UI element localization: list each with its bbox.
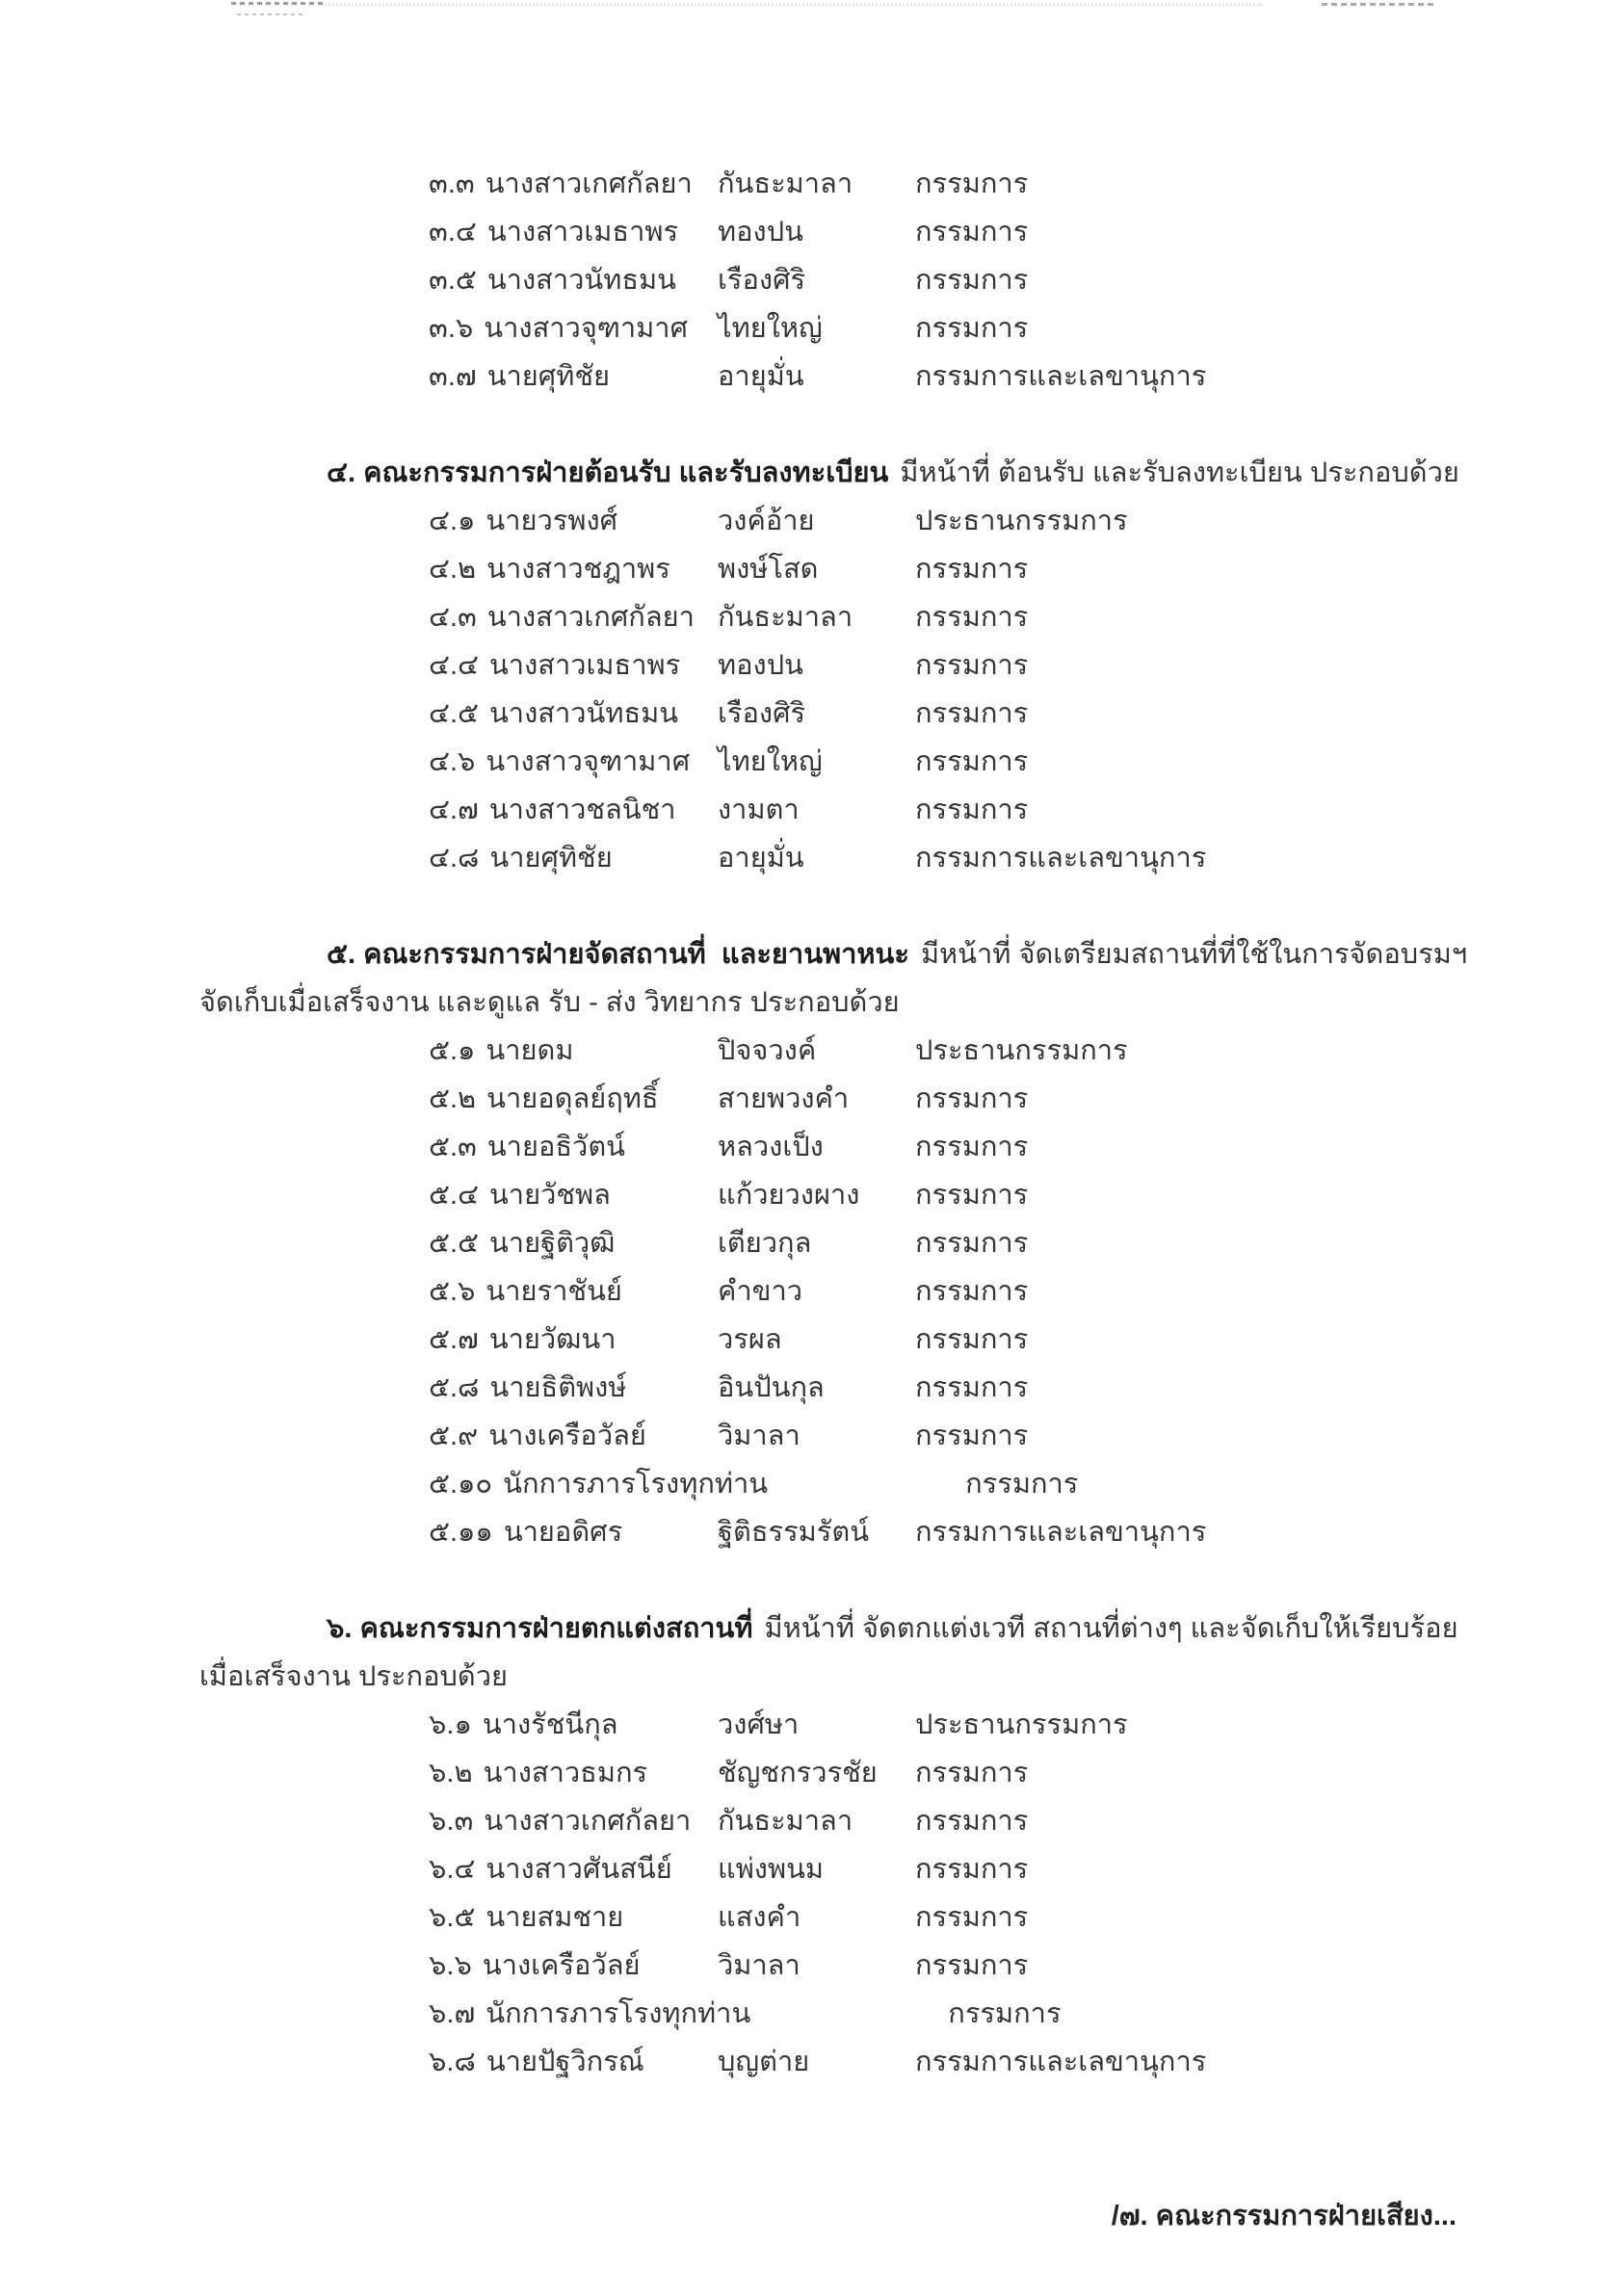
member-role: กรรมการ: [915, 169, 1029, 199]
member-name-cell: [429, 1027, 718, 1075]
member-name-cell: [429, 1701, 718, 1749]
member-name-cell: [429, 497, 718, 545]
member-name-cell: [429, 1219, 718, 1267]
member-number: ๕.๘: [429, 1372, 480, 1403]
section-heading: [199, 449, 1457, 497]
member-row: [429, 593, 1457, 641]
section-title: ๔. คณะกรรมการฝ่ายต้อนรับ และรับลงทะเบียน: [327, 457, 889, 488]
member-role: กรรมการ: [915, 1421, 1029, 1451]
member-surname: ทองปน: [718, 650, 803, 681]
member-row: [429, 1075, 1457, 1123]
member-role: กรรมการ: [915, 650, 1029, 681]
member-role: กรรมการ: [915, 217, 1029, 248]
member-row: [429, 1460, 1457, 1508]
member-number: ๖.๑: [429, 1709, 472, 1740]
member-given-name: นายวัชพล: [488, 1180, 611, 1211]
member-surname: ปิจจวงค์: [718, 1035, 817, 1066]
member-row: [429, 641, 1457, 690]
member-role: กรรมการ: [915, 795, 1029, 825]
member-number: ๔.๓: [429, 602, 477, 633]
member-number: ๔.๒: [429, 554, 477, 585]
member-given-name: นักการภารโรงทุกท่าน: [486, 1998, 751, 2029]
member-given-name: นายอธิวัตน์: [486, 1132, 626, 1162]
member-number: ๖.๔: [429, 1854, 476, 1885]
member-number: ๕.๙: [429, 1421, 479, 1451]
member-role: กรรมการ: [965, 1469, 1079, 1500]
member-surname: ไทยใหญ่: [718, 746, 823, 777]
member-surname: วิมาลา: [718, 1421, 800, 1451]
member-row: [429, 834, 1457, 882]
member-role: กรรมการ: [915, 1854, 1029, 1885]
member-row: [429, 1893, 1457, 1942]
section-title: ๖. คณะกรรมการฝ่ายตกแต่งสถานที่: [327, 1613, 753, 1644]
section-heading-line2: จัดเก็บเมื่อเสร็จงาน และดูแล รับ - ส่ง วิทยากร ประกอบด้วย: [199, 987, 900, 1018]
member-name-cell: [429, 1797, 718, 1845]
member-list: [199, 160, 1457, 401]
member-row: [429, 738, 1457, 786]
member-name-cell: [429, 545, 718, 593]
member-role: กรรมการ: [915, 1083, 1029, 1114]
member-given-name: นายอดิศร: [503, 1517, 623, 1548]
member-given-name: นายสมชาย: [486, 1902, 624, 1933]
member-surname: อายุมั่น: [718, 361, 804, 392]
member-number: ๔.๑: [429, 506, 476, 536]
member-name-cell: [429, 690, 718, 738]
member-number: ๖.๘: [429, 2047, 476, 2077]
member-surname: งามตา: [718, 795, 800, 825]
member-surname: แสงคำ: [718, 1902, 801, 1933]
member-number: ๖.๖: [429, 1950, 472, 1981]
member-number: ๔.๕: [429, 698, 479, 729]
member-number: ๔.๖: [429, 746, 476, 777]
member-given-name: นางสาวนัทธมน: [486, 265, 676, 296]
member-name-cell: [429, 738, 718, 786]
member-surname: สายพวงคำ: [718, 1083, 850, 1114]
member-role: ประธานกรรมการ: [915, 1709, 1128, 1740]
member-row: [429, 497, 1457, 545]
member-number: ๕.๔: [429, 1180, 479, 1211]
member-surname: อินปันกุล: [718, 1372, 825, 1403]
member-name-cell: [429, 304, 718, 352]
member-surname: ทองปน: [718, 217, 803, 248]
member-number: ๓.๔: [429, 217, 477, 248]
member-role: กรรมการและเลขานุการ: [915, 843, 1207, 874]
member-name-cell: [429, 1508, 718, 1556]
member-list: [199, 1701, 1457, 2086]
section-duty-text: มีหน้าที่ จัดเตรียมสถานที่ที่ใช้ในการจัดอบรมฯ: [920, 939, 1468, 970]
member-surname: วรผล: [718, 1324, 782, 1355]
member-name-cell: [429, 834, 718, 882]
member-role: กรรมการ: [915, 265, 1029, 296]
member-number: ๕.๗: [429, 1324, 479, 1355]
member-role: ประธานกรรมการ: [915, 506, 1128, 536]
member-given-name: นางสาวจุฑามาศ: [484, 313, 688, 344]
member-row: [429, 160, 1457, 208]
member-row: [429, 352, 1457, 401]
member-name-cell: [429, 1171, 718, 1219]
member-given-name: นางสาวธมกร: [483, 1758, 648, 1788]
member-list: [199, 497, 1457, 882]
member-name-cell: [429, 1845, 718, 1893]
committee-section: [199, 1605, 1457, 2086]
member-given-name: นางสาวชฎาพร: [486, 554, 670, 585]
member-name-cell: [429, 256, 718, 304]
member-role: กรรมการ: [915, 1228, 1029, 1259]
member-number: ๖.๗: [429, 1998, 476, 2029]
member-row: [429, 1797, 1457, 1845]
member-role: กรรมการ: [915, 1132, 1029, 1162]
member-name-cell: [429, 1990, 750, 2038]
member-name-cell: [429, 1123, 718, 1171]
member-given-name: นายดม: [486, 1035, 574, 1066]
member-row: [429, 1364, 1457, 1412]
member-role: กรรมการ: [915, 1758, 1029, 1788]
member-surname: เรืองศิริ: [718, 698, 806, 729]
member-role: กรรมการ: [915, 1372, 1029, 1403]
member-name-cell: [429, 1749, 718, 1797]
member-row: [429, 1749, 1457, 1797]
member-given-name: นายศุทิชัย: [489, 843, 613, 874]
member-given-name: นายธิติพงษ์: [489, 1372, 627, 1403]
member-row: [429, 2038, 1457, 2086]
section-heading: [199, 1605, 1457, 1653]
member-number: ๕.๒: [429, 1083, 477, 1114]
member-given-name: นางสาวนัทธมน: [488, 698, 679, 729]
member-surname: แก้วยวงผาง: [718, 1180, 860, 1211]
member-row: [429, 1267, 1457, 1316]
member-given-name: นายราชันย์: [486, 1276, 622, 1307]
member-surname: วิมาลา: [718, 1950, 800, 1981]
member-given-name: นางสาวจุฑามาศ: [486, 746, 691, 777]
member-number: ๕.๑๐: [429, 1469, 493, 1500]
member-row: [429, 545, 1457, 593]
member-number: ๔.๔: [429, 650, 479, 681]
member-name-cell: [429, 160, 718, 208]
member-name-cell: [429, 2038, 718, 2086]
member-role: กรรมการและเลขานุการ: [915, 2047, 1207, 2077]
member-role: กรรมการ: [915, 1902, 1029, 1933]
member-role: กรรมการและเลขานุการ: [915, 361, 1207, 392]
member-name-cell: [429, 1893, 718, 1942]
section-duty-text: มีหน้าที่ จัดตกแต่งเวที สถานที่ต่างๆ และจัดเก็บให้เรียบร้อย: [764, 1613, 1458, 1644]
committee-section: [199, 930, 1468, 1556]
member-surname: กันธะมาลา: [718, 1806, 853, 1837]
member-name-cell: [429, 1267, 718, 1316]
member-given-name: นางสาวชลนิชา: [488, 795, 676, 825]
member-surname: วงศ์ษา: [718, 1709, 800, 1740]
member-role: กรรมการ: [948, 1998, 1062, 2029]
member-role: กรรมการและเลขานุการ: [915, 1517, 1207, 1548]
member-name-cell: [429, 208, 718, 256]
member-name-cell: [429, 1364, 718, 1412]
member-given-name: นางเครือวัลย์: [482, 1950, 641, 1981]
member-name-cell: [429, 1942, 718, 1990]
member-role: กรรมการ: [915, 313, 1029, 344]
member-surname: กันธะมาลา: [718, 169, 853, 199]
member-row: [429, 1845, 1457, 1893]
member-number: ๖.๕: [429, 1902, 476, 1933]
member-surname: เรืองศิริ: [718, 265, 806, 296]
member-role: กรรมการ: [915, 554, 1029, 585]
member-given-name: นางสาวศันสนีย์: [486, 1854, 672, 1885]
member-role: กรรมการ: [915, 746, 1029, 777]
member-given-name: นางสาวเมธาพร: [488, 650, 681, 681]
member-given-name: นายวัฒนา: [488, 1324, 617, 1355]
member-row: [429, 1412, 1457, 1460]
member-role: กรรมการ: [915, 1806, 1029, 1837]
member-row: [429, 1990, 1457, 2038]
member-surname: ชัญชกรวรชัย: [718, 1758, 878, 1788]
section-heading: [199, 930, 1468, 978]
member-number: ๕.๓: [429, 1132, 477, 1162]
member-row: [429, 304, 1457, 352]
member-number: ๕.๕: [429, 1228, 479, 1259]
member-given-name: นางสาวเกศกัลยา: [486, 602, 695, 633]
member-given-name: นายอดุลย์ฤทธิ์: [486, 1083, 659, 1114]
member-name-cell: [429, 1316, 718, 1364]
member-row: [429, 1701, 1457, 1749]
member-name-cell: [429, 1075, 718, 1123]
member-given-name: นางรัชนีกุล: [482, 1709, 618, 1740]
member-given-name: นายวรพงศ์: [486, 506, 618, 536]
member-name-cell: [429, 1460, 768, 1508]
member-given-name: นายปัฐวิกรณ์: [486, 2047, 644, 2077]
member-name-cell: [429, 641, 718, 690]
member-surname: แพ่งพนม: [718, 1854, 825, 1885]
member-number: ๓.๖: [429, 313, 474, 344]
section-title: ๕. คณะกรรมการฝ่ายจัดสถานที่ และยานพาหนะ: [327, 939, 909, 970]
member-number: ๖.๓: [429, 1806, 474, 1837]
member-row: [429, 690, 1457, 738]
member-list: [199, 1027, 1457, 1556]
member-surname: [750, 1990, 948, 2038]
member-name-cell: [429, 1412, 718, 1460]
section-duty-text: มีหน้าที่ ต้อนรับ และรับลงทะเบียน ประกอบด้วย: [900, 457, 1459, 488]
member-surname: กันธะมาลา: [718, 602, 853, 633]
member-role: ประธานกรรมการ: [915, 1035, 1128, 1066]
member-surname: บุญต่าย: [718, 2047, 810, 2077]
member-number: ๓.๗: [429, 361, 477, 392]
member-number: ๕.๑: [429, 1035, 476, 1066]
member-role: กรรมการ: [915, 602, 1029, 633]
member-given-name: นายศุทิชัย: [486, 361, 611, 392]
member-number: ๕.๖: [429, 1276, 476, 1307]
member-surname: เตียวกุล: [718, 1228, 812, 1259]
member-role: กรรมการ: [915, 1324, 1029, 1355]
member-number: ๔.๗: [429, 795, 479, 825]
committee-sections: [199, 160, 1468, 2086]
member-given-name: นางสาวเกศกัลยา: [485, 169, 693, 199]
member-row: [429, 256, 1457, 304]
member-row: [429, 1171, 1457, 1219]
member-row: [429, 1219, 1457, 1267]
member-given-name: นักการภารโรงทุกท่าน: [503, 1469, 769, 1500]
member-surname: อายุมั่น: [718, 843, 804, 874]
committee-section: [199, 160, 1457, 401]
member-role: กรรมการ: [915, 1950, 1029, 1981]
section-heading-line2: เมื่อเสร็จงาน ประกอบด้วย: [199, 1661, 509, 1692]
member-row: [429, 786, 1457, 834]
page-continuation-note: /๗. คณะกรรมการฝ่ายเสียง...: [1111, 2201, 1457, 2231]
member-number: ๓.๓: [429, 169, 475, 199]
member-row: [429, 1123, 1457, 1171]
member-role: กรรมการ: [915, 698, 1029, 729]
member-surname: หลวงเป็ง: [718, 1132, 824, 1162]
member-surname: [768, 1460, 965, 1508]
member-number: ๖.๒: [429, 1758, 473, 1788]
member-row: [429, 208, 1457, 256]
member-row: [429, 1508, 1457, 1556]
member-given-name: นางสาวเมธาพร: [486, 217, 679, 248]
member-role: กรรมการ: [915, 1180, 1029, 1211]
member-surname: ฐิติธรรมรัตน์: [718, 1517, 870, 1548]
member-given-name: นางเครือวัลย์: [488, 1421, 646, 1451]
member-given-name: นายฐิติวุฒิ: [488, 1228, 616, 1259]
member-surname: คำขาว: [718, 1276, 803, 1307]
member-surname: พงษ์โสด: [718, 554, 819, 585]
member-row: [429, 1942, 1457, 1990]
member-row: [429, 1027, 1457, 1075]
member-name-cell: [429, 786, 718, 834]
member-name-cell: [429, 352, 718, 401]
member-surname: วงค์อ้าย: [718, 506, 815, 536]
member-surname: ไทยใหญ่: [718, 313, 823, 344]
member-name-cell: [429, 593, 718, 641]
committee-section: [199, 449, 1457, 882]
member-number: ๔.๘: [429, 843, 480, 874]
member-number: ๕.๑๑: [429, 1517, 493, 1548]
member-number: ๓.๕: [429, 265, 477, 296]
member-role: กรรมการ: [915, 1276, 1029, 1307]
member-given-name: นางสาวเกศกัลยา: [484, 1806, 692, 1837]
member-row: [429, 1316, 1457, 1364]
